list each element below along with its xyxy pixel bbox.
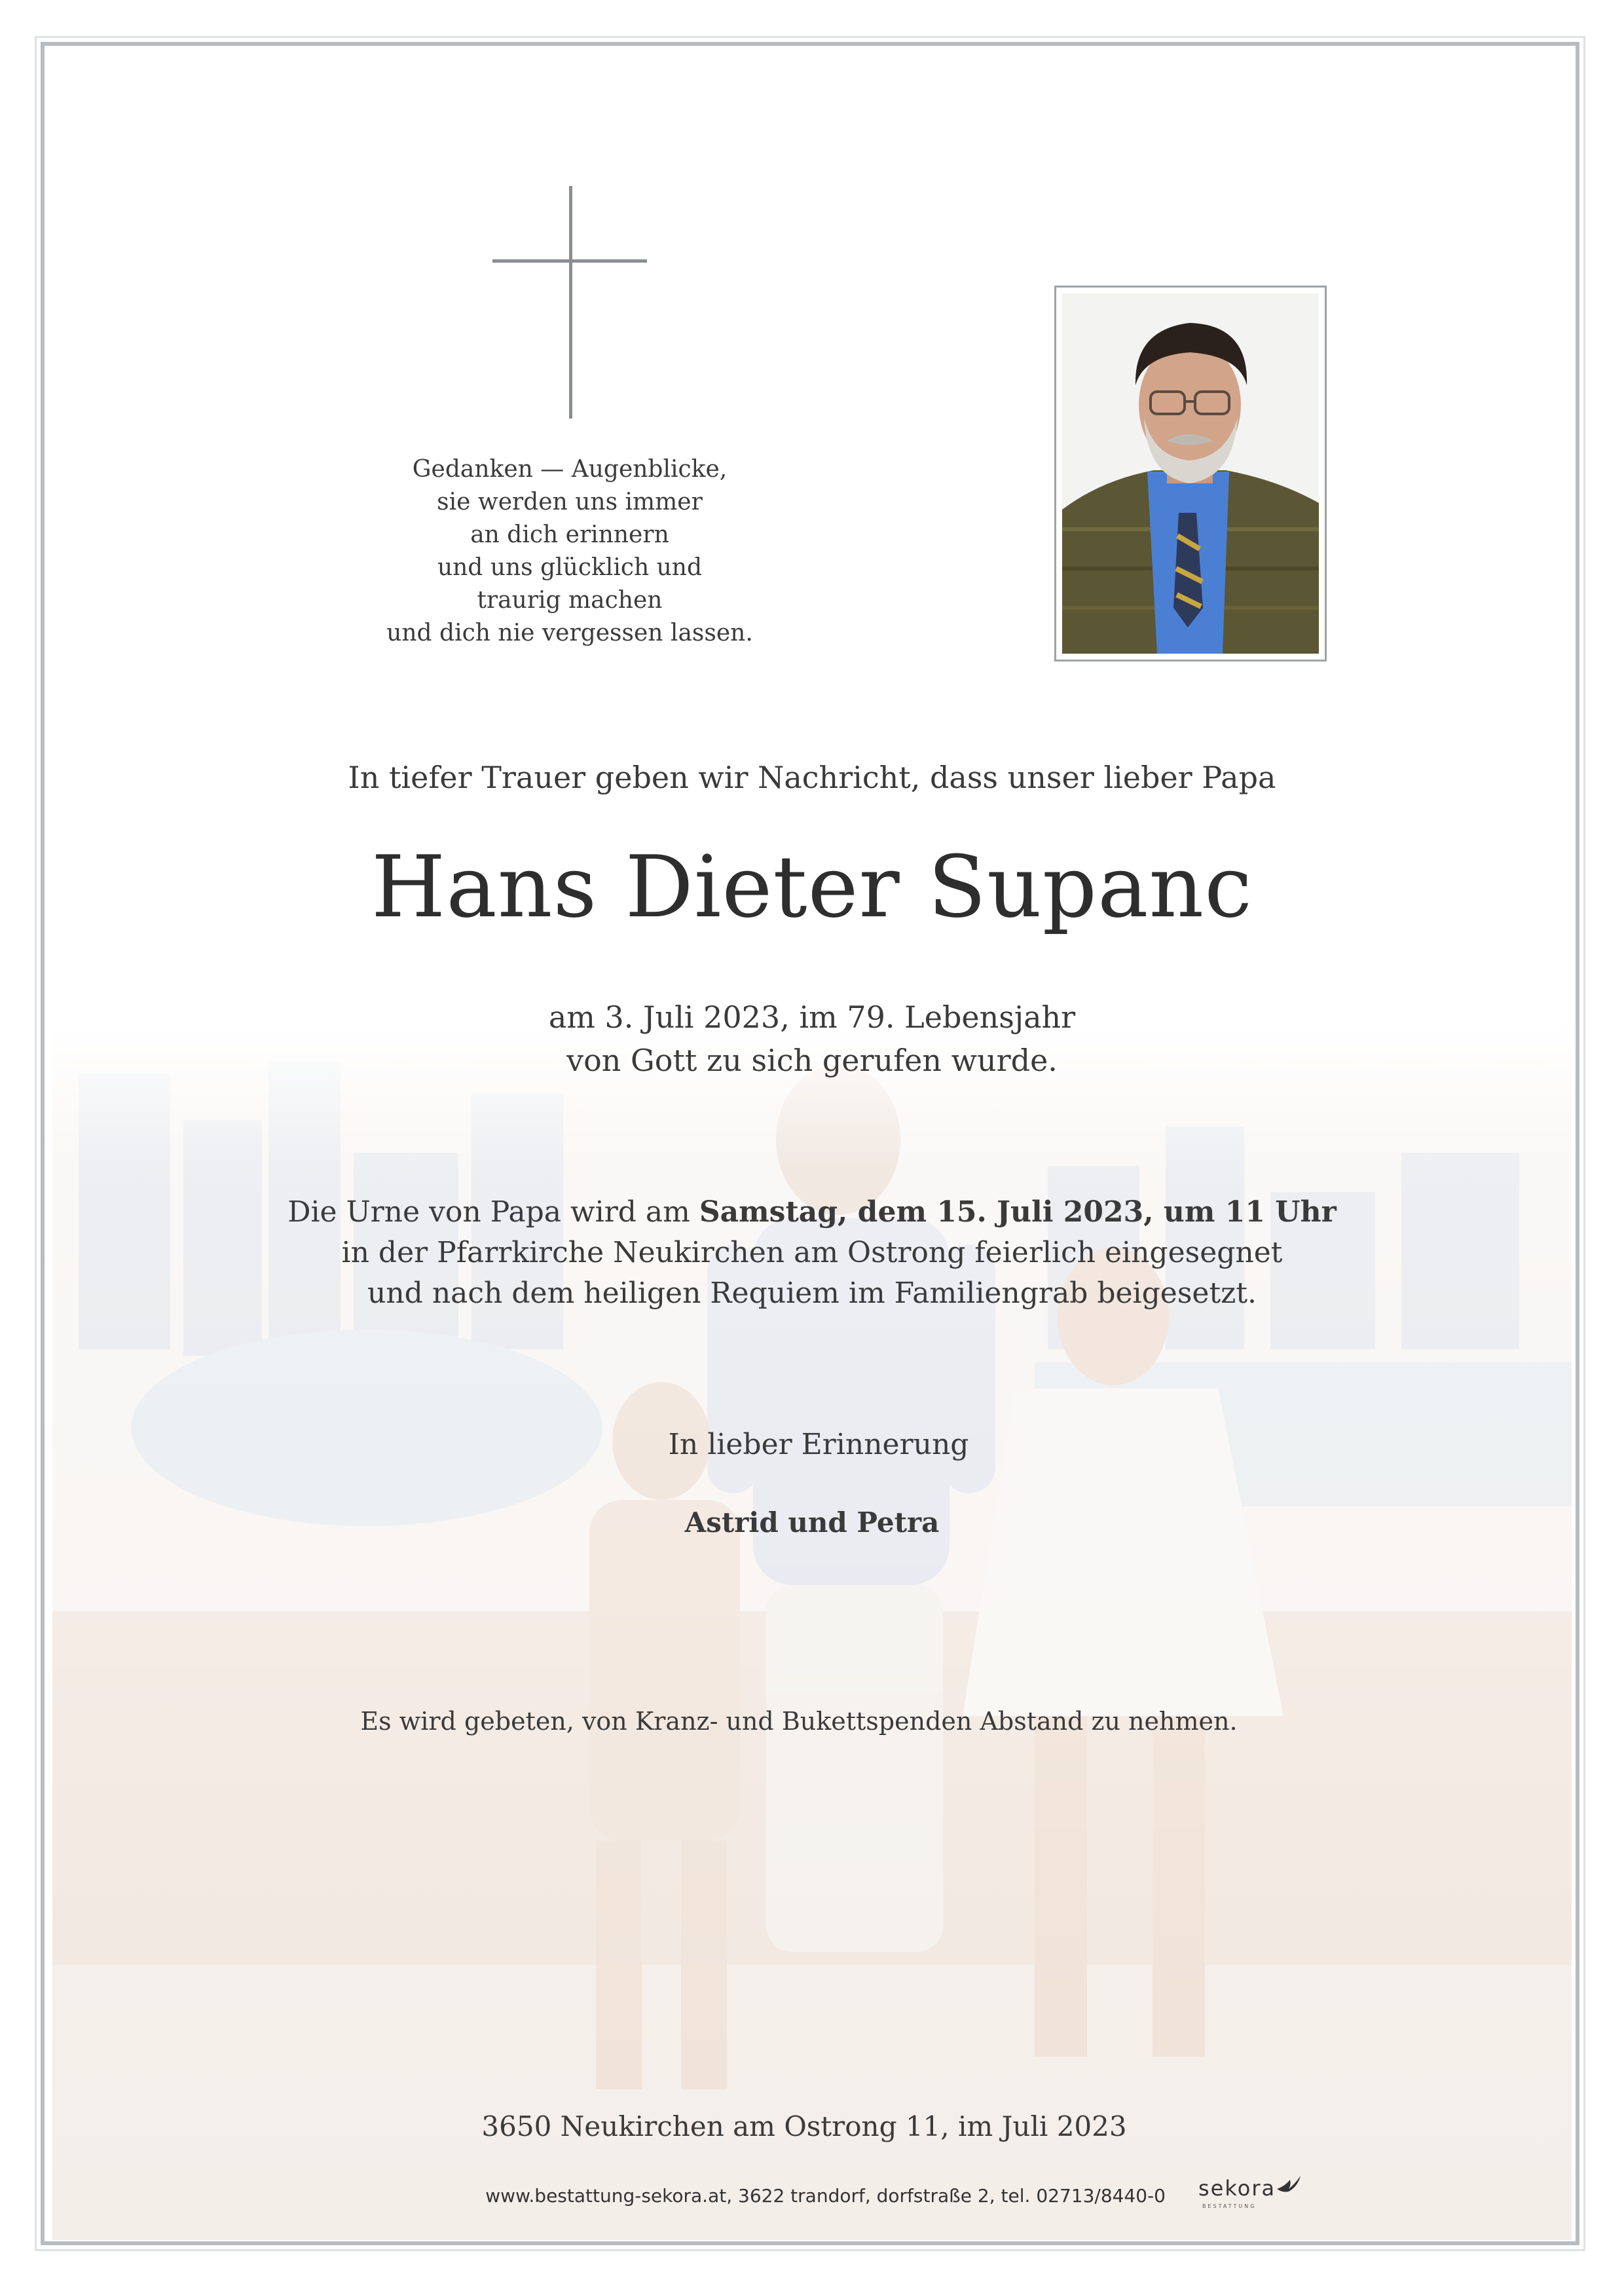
place-date: 3650 Neukirchen am Ostrong 11, im Juli 2023: [481, 2110, 1127, 2142]
family-names: Astrid und Petra: [684, 1506, 940, 1539]
memory-label: In lieber Erinnerung: [668, 1428, 969, 1461]
funeral-home-logo: [1198, 2173, 1303, 2212]
portrait-photo-frame: [1054, 286, 1327, 662]
poem-line: Gedanken — Augenblicke,: [412, 456, 728, 483]
poem-line: sie werden uns immer: [437, 489, 703, 515]
death-date-line: am 3. Juli 2023, im 79. Lebensjahr: [548, 999, 1076, 1035]
announcement-intro: In tiefer Trauer geben wir Nachricht, dass unser lieber Papa: [348, 760, 1276, 795]
poem-line: und dich nie vergessen lassen.: [386, 620, 753, 646]
ceremony-date: Samstag, dem 15. Juli 2023, um 11 Uhr: [699, 1195, 1337, 1229]
cross-icon-bar: [492, 259, 647, 263]
ceremony-line-3: und nach dem heiligen Requiem im Familiengrab beigesetzt.: [367, 1277, 1257, 1310]
deceased-name: Hans Dieter Supanc: [371, 837, 1253, 937]
portrait-photo: [1062, 293, 1319, 654]
memorial-poem: [367, 453, 773, 650]
ceremony-prefix: Die Urne von Papa wird am: [287, 1195, 699, 1229]
poem-line: traurig machen: [477, 587, 663, 614]
logo-subtitle: BESTATTUNG: [1202, 2203, 1257, 2209]
cross-icon: [569, 186, 572, 419]
ceremony-line-2: in der Pfarrkirche Neukirchen am Ostrong feierlich eingesegnet: [341, 1236, 1283, 1269]
funeral-home-contact: www.bestattung-sekora.at, 3622 trandorf, dorfstraße 2, tel. 02713/8440-0: [485, 2185, 1166, 2207]
bird-icon: [1276, 2174, 1302, 2194]
donations-note: Es wird gebeten, von Kranz- und Bukettspenden Abstand zu nehmen.: [360, 1707, 1238, 1736]
death-details: [0, 996, 1624, 1082]
logo-text: sekora: [1198, 2176, 1276, 2201]
poem-line: und uns glücklich und: [437, 554, 703, 581]
ceremony-details: [0, 1192, 1624, 1314]
poem-line: an dich erinnern: [470, 521, 669, 548]
death-text-line: von Gott zu sich gerufen wurde.: [566, 1043, 1058, 1078]
ceremony-line-1: [0, 1192, 1624, 1233]
